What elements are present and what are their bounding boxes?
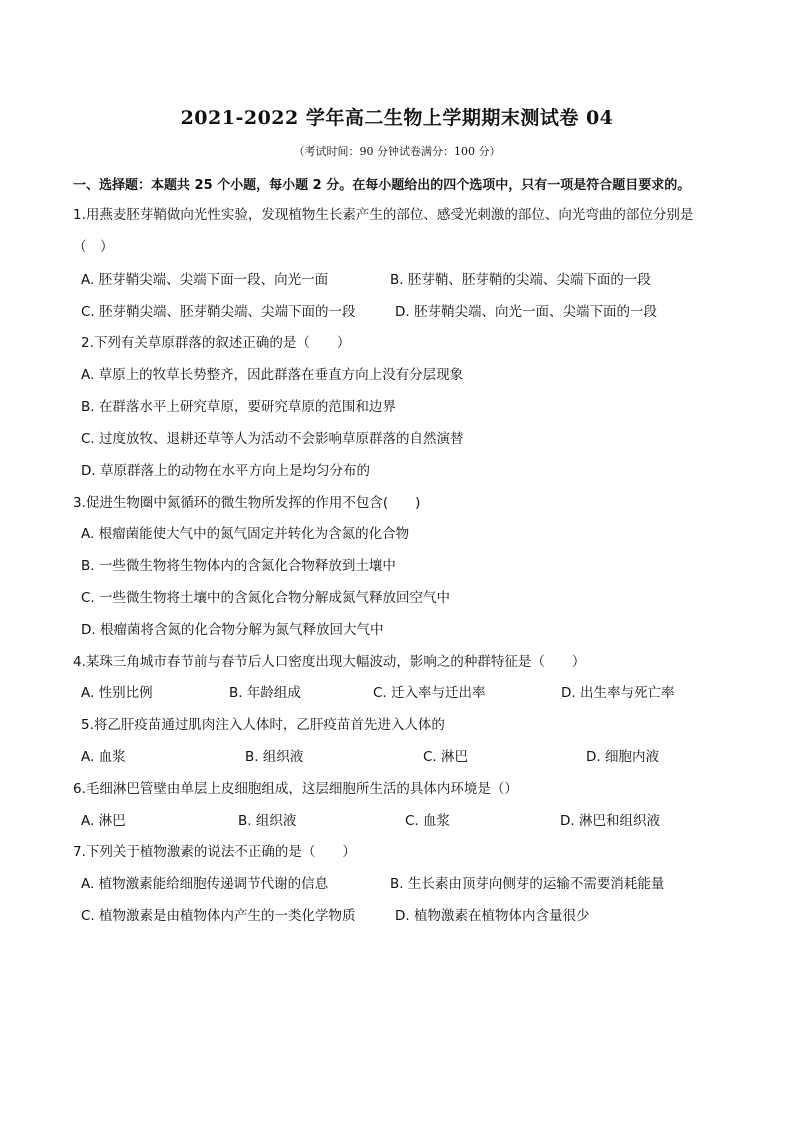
question-4-stem: 4.某珠三角城市春节前与春节后人口密度出现大幅波动，影响之的种群特征是（ ） [73,654,586,670]
question-2-option-d: D. 草原群落上的动物在水平方向上是均匀分布的 [81,463,370,479]
exam-info: （考试时间：90 分钟试卷满分：100 分） [293,145,501,158]
question-1-option-c: C. 胚芽鞘尖端、胚芽鞘尖端、尖端下面的一段 [81,304,356,320]
question-3-option-b: B. 一些微生物将生物体内的含氮化合物释放到土壤中 [81,558,396,574]
question-5-option-d: D. 细胞内液 [586,749,659,765]
question-2-option-a: A. 草原上的牧草长势整齐，因此群落在垂直方向上没有分层现象 [81,367,464,383]
section-heading: 一、选择题：本题共 25 个小题，每小题 2 分。在每小题给出的四个选项中，只有一项是符合题目要求的。 [73,178,691,193]
question-1-stem: 1.用燕麦胚芽鞘做向光性实验，发现植物生长素产生的部位、感受光刺激的部位、向光弯曲的部位分别是 [73,207,694,223]
question-5-option-c: C. 淋巴 [423,749,469,765]
question-5-option-b: B. 组织液 [245,749,304,765]
question-6-option-a: A. 淋巴 [81,813,126,829]
question-4-option-b: B. 年龄组成 [229,685,301,701]
question-7-option-d: D. 植物激素在植物体内含量很少 [395,908,590,924]
question-7-option-a: A. 植物激素能给细胞传递调节代谢的信息 [81,876,329,892]
question-1-option-d: D. 胚芽鞘尖端、向光一面、尖端下面的一段 [395,304,657,320]
question-5-option-a: A. 血浆 [81,749,126,765]
question-6-option-b: B. 组织液 [238,813,297,829]
question-1-option-b: B. 胚芽鞘、胚芽鞘的尖端、尖端下面的一段 [390,272,651,288]
question-7-option-c: C. 植物激素是由植物体内产生的一类化学物质 [81,908,356,924]
question-3-option-c: C. 一些微生物将土壤中的含氮化合物分解成氮气释放回空气中 [81,590,451,606]
question-1-stem-cont: （ ） [73,239,114,255]
question-4-option-a: A. 性别比例 [81,685,153,701]
question-2-stem: 2.下列有关草原群落的叙述正确的是（ ） [81,335,351,351]
question-6-option-c: C. 血浆 [405,813,451,829]
question-7-option-b: B. 生长素由顶芽向侧芽的运输不需要消耗能量 [390,876,665,892]
question-4-option-d: D. 出生率与死亡率 [561,685,675,701]
question-4-option-c: C. 迁入率与迁出率 [373,685,486,701]
question-7-stem: 7.下列关于植物激素的说法不正确的是（ ） [73,844,356,860]
question-2-option-c: C. 过度放牧、退耕还草等人为活动不会影响草原群落的自然演替 [81,431,464,447]
question-6-option-d: D. 淋巴和组织液 [560,813,660,829]
question-3-stem: 3.促进生物圈中氮循环的微生物所发挥的作用不包含( ) [73,495,421,511]
question-3-option-a: A. 根瘤菌能使大气中的氮气固定并转化为含氮的化合物 [81,526,410,542]
question-2-option-b: B. 在群落水平上研究草原，要研究草原的范围和边界 [81,399,396,415]
question-3-option-d: D. 根瘤菌将含氮的化合物分解为氮气释放回大气中 [81,622,384,638]
question-6-stem: 6.毛细淋巴管壁由单层上皮细胞组成，这层细胞所生活的具体内环境是（） [73,781,518,797]
page-title: 2021-2022 学年高二生物上学期期末测试卷 04 [180,107,614,129]
question-1-option-a: A. 胚芽鞘尖端、尖端下面一段、向光一面 [81,272,329,288]
question-5-stem: 5.将乙肝疫苗通过肌肉注入人体时，乙肝疫苗首先进入人体的 [81,717,445,733]
